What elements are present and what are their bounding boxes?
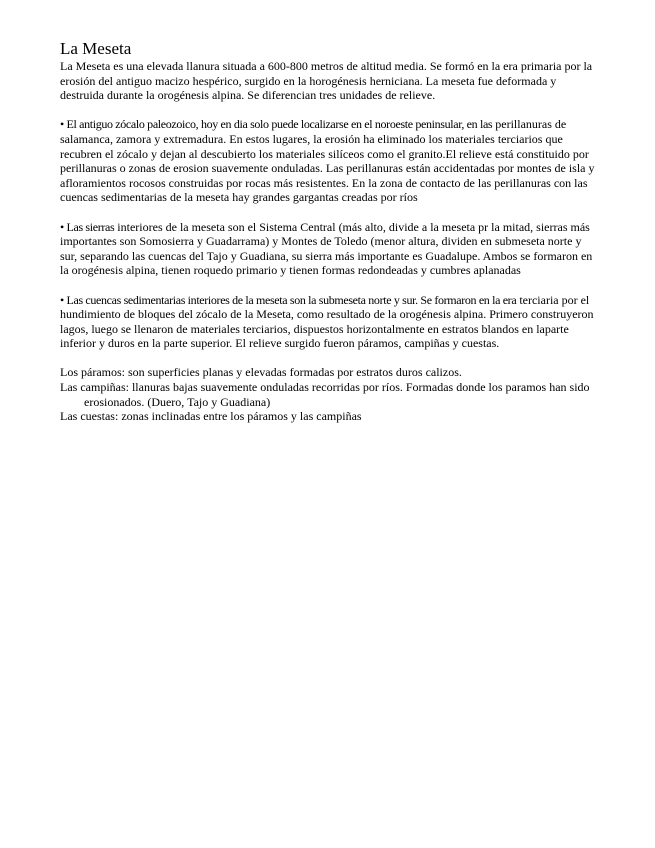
bullet-lead-text: • Las cuencas sedimentarias interiores de la meseta son la submeseta norte y sur. Se formaron en la era (60, 292, 517, 307)
paragraph-spacer (60, 205, 595, 220)
bullet-paragraph-cuencas (60, 293, 595, 351)
bullet-body-text: terciaria por el hundimiento de bloques del zócalo de la Meseta, como resultado de la orogénesis alpina. Primero construyeron lagos, luego se llenaron de materiales terciarios, dispuestos horizontalmente en estratos blandos en laparte inferior y duros en la parte superior. El relieve surgido fueron páramos, campiñas y cuestas. (60, 292, 594, 351)
paragraph-spacer (60, 351, 595, 366)
bullet-paragraph-sierras (60, 220, 595, 278)
bullet-body-text: interiores de la meseta son el Sistema Central (más alto, divide a la meseta pr la mitad, sierras más importantes son Somosierra y Guadarrama) y Montes de Toledo (menor altura, dividen en submeseta norte y sur, separando las cuencas del Tajo y Guadiana, su sierra más importante es Guadalupe. Ambos se formaron en la orogénesis alpina, tienen roquedo primario y tienen formas redondeadas y cumbres aplanadas (60, 219, 593, 278)
paragraph-spacer (60, 278, 595, 293)
document-page (60, 39, 595, 424)
bullet-paragraph-zocalo (60, 117, 595, 205)
page-title: La Meseta (60, 39, 132, 58)
definition-paramos: Los páramos: son superficies planas y elevadas formadas por estratos duros calizos. (60, 365, 462, 380)
bullet-lead-text: • Las sierras (60, 219, 115, 234)
paragraph-spacer (60, 103, 595, 118)
bullet-lead-text: • El antiguo zócalo paleozoico, hoy en dia solo puede localizarse en el noroeste peninsular, en las (60, 117, 493, 132)
definition-campinas: Las campiñas: llanuras bajas suavemente onduladas recorridas por ríos. Formadas donde los paramos han sido erosionados. (Duero, Tajo y Guadiana) (60, 380, 590, 409)
bullet-body-text: perillanuras de salamanca, zamora y extremadura. En estos lugares, la erosión ha eliminado los materiales terciarios que recubren el zócalo y dejan al descubierto los materiales silíceos como el granito.El relieve está constituido por perillanuras o zonas de erosion suavemente onduladas. Las perillanuras están accidentadas por montes de isla y afloramientos rocosos construidas por rocas más resistentes. En la zona de contacto de las perillanuras con las cuencas sedimentarias de la meseta hay grandes gargantas creadas por ríos (60, 117, 595, 205)
intro-paragraph: La Meseta es una elevada llanura situada a 600-800 metros de altitud media. Se formó en la era primaria por la erosión del antiguo macizo hespérico, surgido en la horogénesis herniciana. La meseta fue deformada y destruida durante la orogénesis alpina. Se diferencian tres unidades de relieve. (60, 59, 593, 103)
definition-cuestas: Las cuestas: zonas inclinadas entre los páramos y las campiñas (60, 409, 362, 424)
